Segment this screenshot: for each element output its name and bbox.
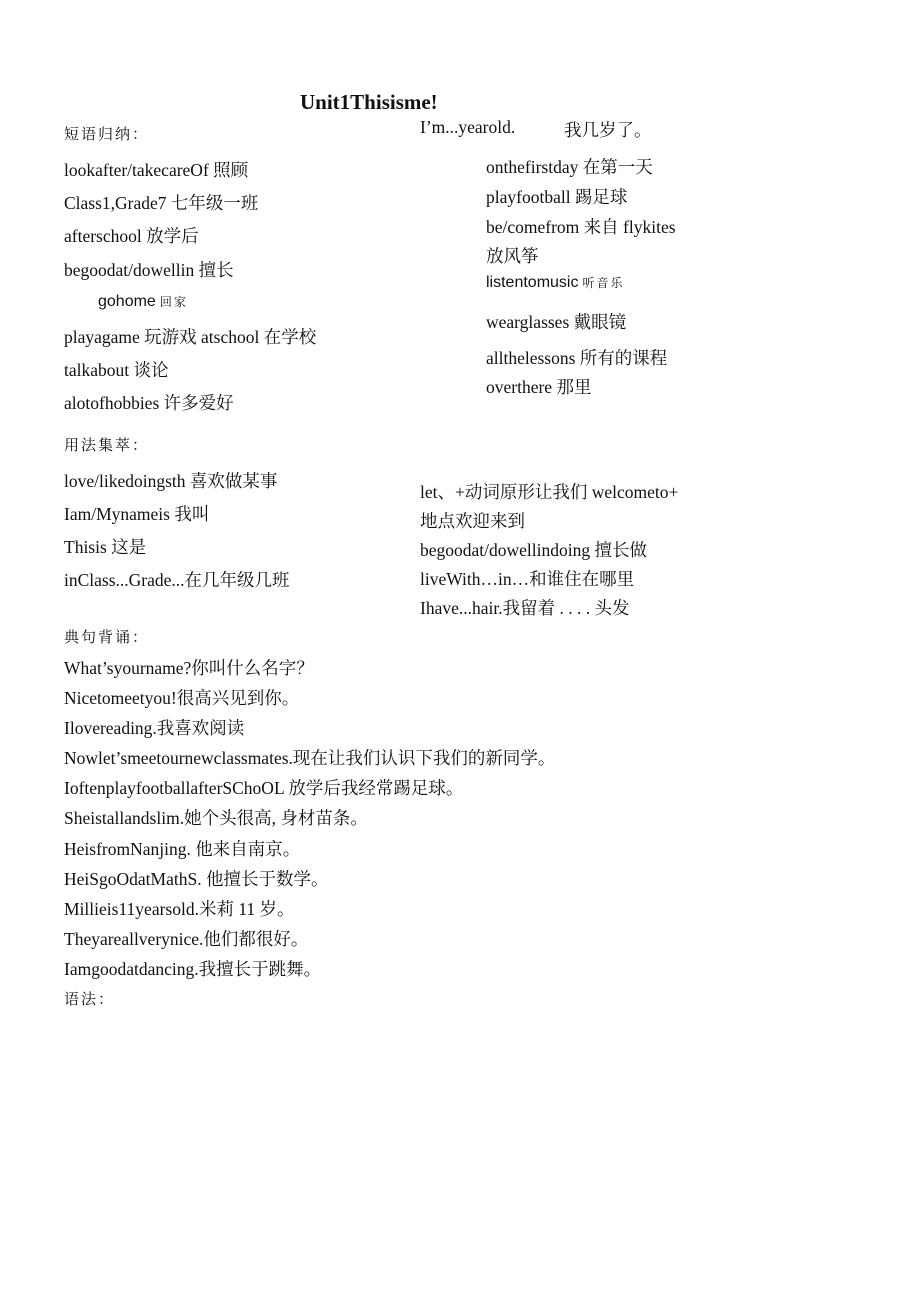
sentence-2: Nicetomeetyou!很高兴见到你。 [64,688,300,708]
phrase-left-8: alotofhobbies 许多爱好 [64,393,234,413]
sentence-8: HeiSgoOdatMathS. 他擅长于数学。 [64,869,329,889]
usage-left-4: inClass...Grade...在几年级几班 [64,570,290,590]
grammar-heading: 语法： [64,990,116,1008]
sentence-11: Iamgoodatdancing.我擅长于跳舞。 [64,959,322,979]
sentence-10: Theyareallverynice.他们都很好。 [64,929,309,949]
phrase-left-4: begoodat/dowellin 擅长 [64,260,234,280]
phrase-left-5 [98,293,188,311]
phrase-right-4: 放风筝 [486,246,539,266]
sentence-4: Nowlet’smeetournewclassmates.现在让我们认识下我们的新同学。 [64,748,556,768]
phrase-listen: listentomusic [486,274,579,291]
usage-left-2: Iam/Mynameis 我叫 [64,504,210,524]
phrase-gohome: gohome [98,293,156,310]
phrase-right-top: I’m...yearold. [420,117,516,137]
usage-right-5: Ihave...hair.我留着 . . . . 头发 [420,598,630,618]
sentence-9: Millieis11yearsold.米莉 11 岁。 [64,899,295,919]
usage-right-3: begoodat/dowellindoing 擅长做 [420,540,647,560]
phrase-left-1: lookafter/takecareOf 照顾 [64,160,249,180]
phrase-right-top-cn: 我几岁了。 [564,120,652,140]
phrase-right-8: overthere 那里 [486,377,592,397]
usage-right-1: let、+动词原形让我们 welcometo+ [420,482,679,502]
phrase-left-6: playagame 玩游戏 atschool 在学校 [64,327,317,347]
sentences-heading: 典句背诵： [64,628,150,646]
usage-right-4: liveWith…in…和谁住在哪里 [420,569,635,589]
phrase-right-7: allthelessons 所有的课程 [486,348,668,368]
phrases-heading: 短语归纳： [64,125,150,143]
phrase-left-3: afterschool 放学后 [64,226,199,246]
sentence-3: Ilovereading.我喜欢阅读 [64,718,245,738]
usage-heading: 用法集萃： [64,436,150,454]
phrase-right-2: playfootball 踢足球 [486,187,628,207]
phrase-right-1: onthefirstday 在第一天 [486,157,653,177]
sentence-6: Sheistallandslim.她个头很高, 身材苗条。 [64,808,368,828]
phrase-left-7: talkabout 谈论 [64,360,169,380]
page-title: Unit1Thisisme! [300,90,438,114]
phrase-gohome-cn: 回家 [159,295,188,309]
usage-left-3: Thisis 这是 [64,537,147,557]
sentence-7: HeisfromNanjing. 他来自南京。 [64,839,301,859]
sentence-1: What’syourname?你叫什么名字？ [64,658,314,678]
usage-left-1: love/likedoingsth 喜欢做某事 [64,471,278,491]
usage-right-2: 地点欢迎来到 [420,511,525,531]
phrase-right-3: be/comefrom 来自 flykites [486,217,676,237]
sentence-5: IoftenplayfootballafterSChoOL 放学后我经常踢足球。 [64,778,464,798]
phrase-left-2: Class1,Grade7 七年级一班 [64,193,259,213]
phrase-right-5 [486,274,625,292]
phrase-right-6: wearglasses 戴眼镜 [486,312,627,332]
phrase-listen-cn: 听音乐 [582,276,625,290]
